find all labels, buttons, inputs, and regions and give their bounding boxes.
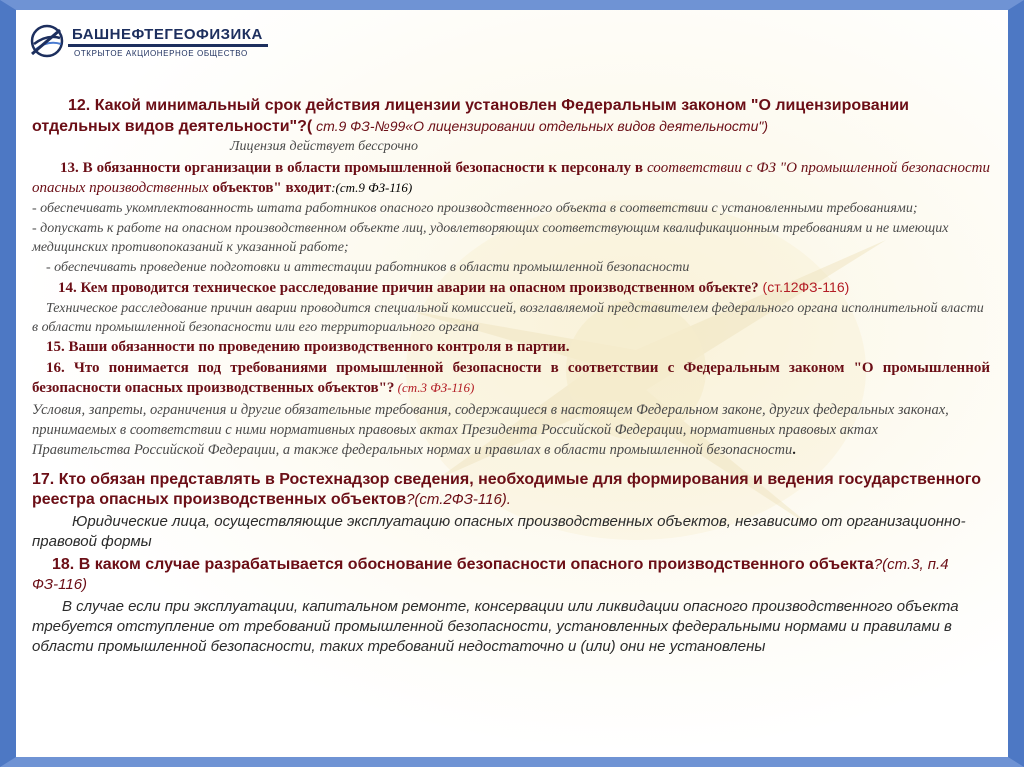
question-list: [32, 96, 990, 657]
question-13-text-c: объектов" входит: [208, 180, 332, 196]
question-15: [32, 338, 990, 357]
answer-16-text: Условия, запреты, ограничения и другие обязательные требования, содержащиеся в настоящем Федеральном законе, других федеральных законах, принимаемых в соответствии с ними нормативных правовых актах Президента Российской Федерации, нормативных правовых актах Правительства Российской Федерации, а также федеральных нормах и правилах в области промышленной безопасности: [32, 402, 949, 458]
question-12-text: 12. Какой минимальный срок действия лицензии установлен Федеральным законом "О лицензировании отдельных видов деятельности"?(: [32, 97, 909, 135]
question-13-text-a: 13. В обязанности организации в области промышленной безопасности к персоналу в: [60, 160, 647, 176]
answer-16-end: .: [792, 442, 796, 458]
question-16-reference: (ст.3 ФЗ-116): [394, 380, 475, 395]
answer-14: [32, 299, 990, 337]
question-12-reference: ст.9 ФЗ-№99«О лицензировании отдельных видов деятельности"): [312, 118, 768, 134]
question-18: [32, 555, 990, 595]
question-18-reference: ?(ст.3, п.4 ФЗ-116): [32, 556, 949, 593]
question-17-reference: ?(ст.2ФЗ-116).: [406, 491, 511, 508]
question-12: [32, 96, 990, 137]
globe-icon: [30, 24, 64, 58]
answer-17: [32, 512, 990, 552]
company-subtitle: ОТКРЫТОЕ АКЦИОНЕРНОЕ ОБЩЕСТВО: [74, 49, 248, 58]
answer-18: [32, 597, 990, 657]
question-16: [32, 358, 990, 398]
answer-18-text: В случае если при эксплуатации, капитальном ремонте, консервации или ликвидации опасного производственного объекта требуется отступление от требований промышленной безопасности, установленных федеральными нормами и правилами в области промышленной безопасности, таких требований недостаточно и (или) они не установлены: [32, 598, 959, 655]
logo-divider: [68, 44, 268, 47]
answer-14-text: Техническое расследование причин аварии проводится специальной комиссией, возглавляемой представителем федерального органа исполнительной власти в области промышленной безопасности или его территориального органа: [32, 301, 984, 335]
question-17-text: 17. Кто обязан представлять в Ростехнадзор сведения, необходимые для формирования и ведения государственного реестра опасных производственных объектов: [32, 471, 982, 508]
question-14-reference: (ст.12ФЗ-116): [758, 279, 850, 295]
answer-13-1: [32, 199, 990, 218]
answer-12: [32, 137, 990, 156]
company-name: БАШНЕФТЕГЕОФИЗИКА: [72, 26, 263, 43]
question-15-text: 15. Ваши обязанности по проведению производственного контроля в партии.: [46, 339, 570, 355]
question-18-text: 18. В каком случае разрабатывается обоснование безопасности опасного производственного объекта: [52, 556, 874, 573]
answer-17-text: Юридические лица, осуществляющие эксплуатацию опасных производственных объектов, независимо от организационно-правовой формы: [32, 513, 966, 550]
question-17: [32, 470, 990, 510]
answer-13-2-text: - допускать к работе на опасном производственном объекте лиц, удовлетворяющих соответствующим квалификационным требованиям и не имеющих медицинских противопоказаний к указанной работе;: [32, 221, 949, 255]
answer-13-3: [32, 258, 990, 277]
answer-13-1-text: - обеспечивать укомплектованность штата работников опасного производственного объекта в соответствии с установленными требованиями;: [32, 201, 918, 216]
question-16-text: 16. Что понимается под требованиями промышленной безопасности в соответствии с Федеральным законом "О промышленной безопасности опасных производственных объектов"?: [32, 360, 990, 396]
question-14-text: 14. Кем проводится техническое расследование причин аварии на опасном производственном объекте?: [58, 280, 759, 296]
question-14: [32, 278, 990, 298]
question-13-text-b: соответствии с ФЗ "О промышленной безопасности опасных производственных: [32, 160, 990, 196]
answer-13-2: [32, 219, 990, 257]
question-13-reference: :(ст.9 ФЗ-116): [331, 180, 413, 195]
answer-13-3-text: - обеспечивать проведение подготовки и аттестации работников в области промышленной безопасности: [46, 260, 690, 275]
question-13: [32, 158, 990, 198]
answer-12-text: Лицензия действует бессрочно: [230, 139, 418, 154]
answer-16: [32, 400, 962, 460]
company-logo: [20, 18, 290, 66]
